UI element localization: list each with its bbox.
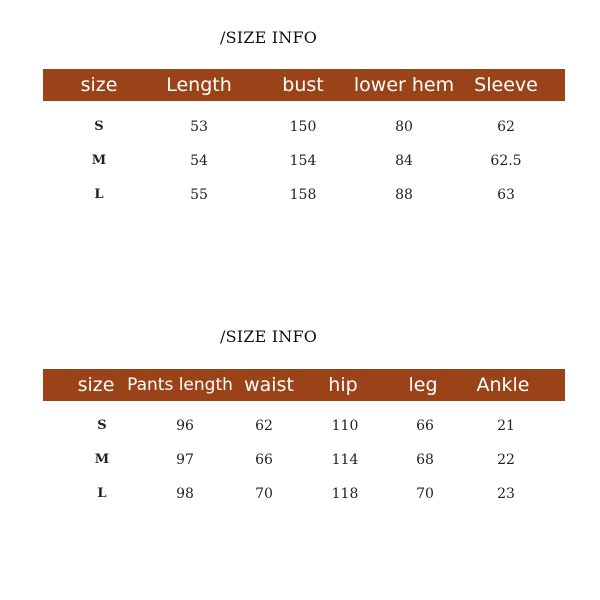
tops-row-s xyxy=(43,110,565,144)
pants-length-cell: 97 xyxy=(176,452,194,468)
lower-hem-cell: 80 xyxy=(395,119,413,135)
hip-cell: 118 xyxy=(331,486,359,502)
size-cell: S xyxy=(94,119,104,134)
ankle-cell: 21 xyxy=(497,418,515,434)
size-cell: L xyxy=(97,486,107,501)
tops-header-sleeve: Sleeve xyxy=(474,74,538,96)
pants-header-hip: hip xyxy=(328,374,358,396)
sleeve-cell: 62.5 xyxy=(490,153,522,169)
sleeve-cell: 62 xyxy=(497,119,515,135)
pants-length-cell: 96 xyxy=(176,418,194,434)
tops-header-lower-hem: lower hem xyxy=(353,74,455,96)
waist-cell: 70 xyxy=(255,486,273,502)
pants-row-l xyxy=(43,477,565,511)
tops-header-size: size xyxy=(80,74,118,96)
bust-cell: 158 xyxy=(289,187,317,203)
waist-cell: 66 xyxy=(255,452,273,468)
leg-cell: 70 xyxy=(416,486,434,502)
pants-row-s xyxy=(43,409,565,443)
length-cell: 54 xyxy=(190,153,208,169)
tops-row-l xyxy=(43,178,565,212)
bust-cell: 150 xyxy=(289,119,317,135)
pants-length-cell: 98 xyxy=(176,486,194,502)
tops-header-row xyxy=(43,69,565,101)
pants-header-size: size xyxy=(77,374,115,396)
leg-cell: 68 xyxy=(416,452,434,468)
ankle-cell: 23 xyxy=(497,486,515,502)
tops-header-length: Length xyxy=(166,74,232,96)
lower-hem-cell: 84 xyxy=(395,153,413,169)
bust-cell: 154 xyxy=(289,153,317,169)
sleeve-cell: 63 xyxy=(497,187,515,203)
tops-header-bust: bust xyxy=(282,74,324,96)
length-cell: 55 xyxy=(190,187,208,203)
waist-cell: 62 xyxy=(255,418,273,434)
size-cell: L xyxy=(94,187,104,202)
pants-header-row xyxy=(43,369,565,401)
size-cell: M xyxy=(91,153,107,168)
pants-header-pants-length: Pants length xyxy=(127,375,233,395)
leg-cell: 66 xyxy=(416,418,434,434)
ankle-cell: 22 xyxy=(497,452,515,468)
tops-size-info-title: /SIZE INFO xyxy=(220,28,318,47)
hip-cell: 114 xyxy=(331,452,359,468)
hip-cell: 110 xyxy=(331,418,359,434)
size-cell: S xyxy=(97,418,107,433)
length-cell: 53 xyxy=(190,119,208,135)
size-cell: M xyxy=(94,452,110,467)
lower-hem-cell: 88 xyxy=(395,187,413,203)
pants-header-leg: leg xyxy=(408,374,438,396)
pants-row-m xyxy=(43,443,565,477)
pants-header-waist: waist xyxy=(244,374,294,396)
pants-header-ankle: Ankle xyxy=(476,374,530,396)
tops-row-m xyxy=(43,144,565,178)
pants-size-info-title: /SIZE INFO xyxy=(220,327,318,346)
